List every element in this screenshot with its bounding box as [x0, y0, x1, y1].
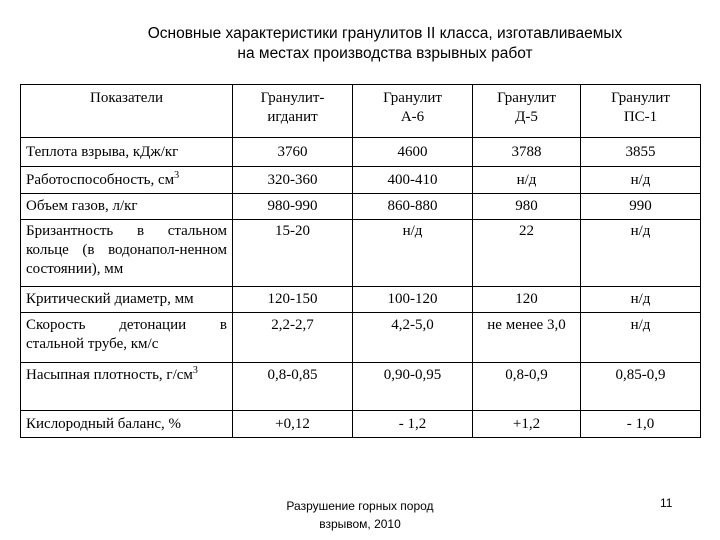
- header-granulite-d5: [473, 85, 581, 138]
- cell-value: н/д: [581, 287, 701, 313]
- header-granulite-a6: [353, 85, 473, 138]
- cell-value: н/д: [581, 167, 701, 194]
- cell-value: 0,8-0,85: [233, 363, 353, 411]
- header-line: Гранулит: [383, 90, 442, 106]
- row-label: Критический диаметр, мм: [21, 287, 233, 313]
- header-line: Показатели: [90, 90, 163, 106]
- row-label: Бризантность в стальном кольце (в водонапол-ненном состоянии), мм: [21, 220, 233, 287]
- cell-value: н/д: [581, 313, 701, 363]
- cell-value: - 1,0: [581, 411, 701, 438]
- header-granulite-ps1: [581, 85, 701, 138]
- header-line: ПС-1: [623, 109, 658, 125]
- table-row: [21, 313, 701, 363]
- cell-value: 4600: [353, 138, 473, 167]
- cell-value: н/д: [581, 220, 701, 287]
- footer-line-2: взрывом, 2010: [319, 517, 401, 531]
- cell-value: 990: [581, 194, 701, 220]
- cell-value: 100-120: [353, 287, 473, 313]
- row-label: [21, 363, 233, 411]
- title-line-1: Основные характеристики гранулитов II класса, изготавливаемых: [147, 25, 623, 42]
- row-label-text: Насыпная плотность, г/см: [26, 367, 193, 383]
- header-line: Гранулит: [611, 90, 670, 106]
- table-row: [21, 167, 701, 194]
- slide-title: [40, 24, 720, 64]
- footer-line-1: Разрушение горных пород: [286, 499, 434, 513]
- cell-value: 4,2-5,0: [353, 313, 473, 363]
- cell-value: н/д: [473, 167, 581, 194]
- cell-value: +0,12: [233, 411, 353, 438]
- header-line: Гранулит: [497, 90, 556, 106]
- cell-value: не менее 3,0: [473, 313, 581, 363]
- cell-value: 120-150: [233, 287, 353, 313]
- row-label: Теплота взрыва, кДж/кг: [21, 138, 233, 167]
- header-line: А-6: [400, 109, 425, 125]
- cell-value: 0,8-0,9: [473, 363, 581, 411]
- cell-value: 15-20: [233, 220, 353, 287]
- header-indicators: [21, 85, 233, 138]
- superscript: 3: [174, 169, 180, 181]
- header-line: игданит: [267, 109, 318, 125]
- superscript: 3: [192, 365, 198, 376]
- table-row: [21, 194, 701, 220]
- table-row: [21, 287, 701, 313]
- table-row: [21, 411, 701, 438]
- cell-value: 320-360: [233, 167, 353, 194]
- row-label-text: Работоспособность, см: [26, 171, 175, 188]
- cell-value: 400-410: [353, 167, 473, 194]
- table-row: [21, 363, 701, 411]
- header-granulite-igdanit: [233, 85, 353, 138]
- cell-value: 980-990: [233, 194, 353, 220]
- table-row: [21, 220, 701, 287]
- footer-caption: [260, 497, 460, 533]
- table-row: [21, 138, 701, 167]
- cell-value: 980: [473, 194, 581, 220]
- row-label: [21, 167, 233, 194]
- row-label: Скорость детонации в стальной трубе, км/с: [21, 313, 233, 363]
- header-line: Гранулит-: [260, 90, 325, 106]
- cell-value: 3855: [581, 138, 701, 167]
- cell-value: 0,90-0,95: [353, 363, 473, 411]
- title-line-2: на местах производства взрывных работ: [237, 45, 533, 62]
- cell-value: 22: [473, 220, 581, 287]
- cell-value: 3760: [233, 138, 353, 167]
- header-row: [21, 85, 701, 138]
- cell-value: 3788: [473, 138, 581, 167]
- cell-value: 860-880: [353, 194, 473, 220]
- cell-value: - 1,2: [353, 411, 473, 438]
- cell-value: 120: [473, 287, 581, 313]
- cell-value: 0,85-0,9: [581, 363, 701, 411]
- header-line: Д-5: [515, 109, 538, 125]
- cell-value: +1,2: [473, 411, 581, 438]
- row-label: Кислородный баланс, %: [21, 411, 233, 438]
- row-label: Объем газов, л/кг: [21, 194, 233, 220]
- page-number: 11: [660, 496, 673, 510]
- characteristics-table: [20, 84, 701, 438]
- cell-value: н/д: [353, 220, 473, 287]
- cell-value: 2,2-2,7: [233, 313, 353, 363]
